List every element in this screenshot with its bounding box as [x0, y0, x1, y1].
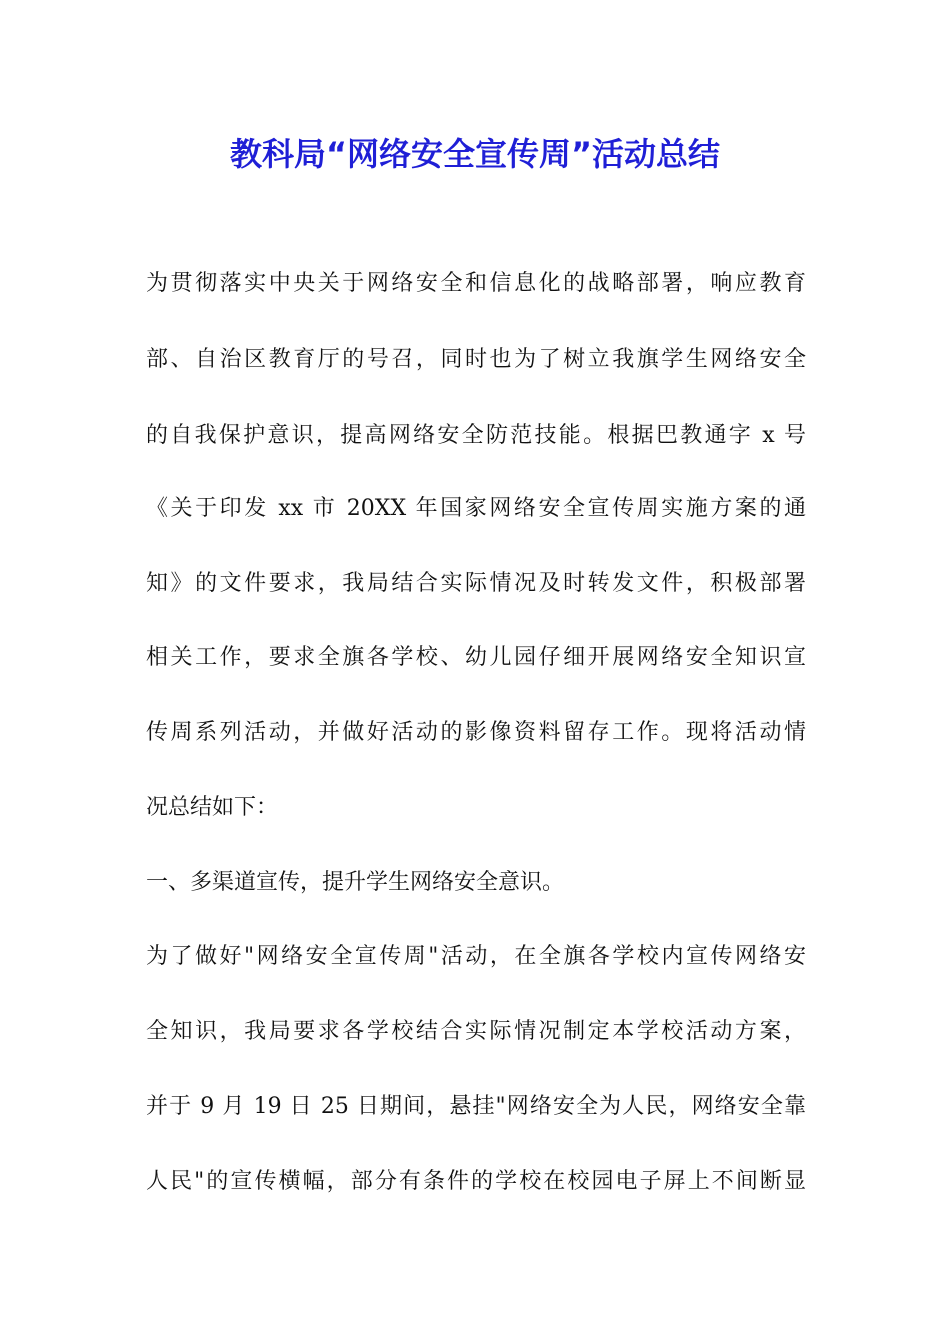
paragraph-line: 为了做好"网络安全宣传周"活动，在全旗各学校内宣传网络安	[146, 944, 806, 969]
paragraph-line: 相关工作，要求全旗各学校、幼儿园仔细开展网络安全知识宣	[146, 645, 806, 670]
paragraph-line: 并于 9 月 19 日 25 日期间，悬挂"网络安全为人民，网络安全靠	[146, 1094, 806, 1119]
paragraph-line: 的自我保护意识，提高网络安全防范技能。根据巴教通字 x 号	[146, 423, 806, 448]
paragraph-line: 部、自治区教育厅的号召，同时也为了树立我旗学生网络安全	[146, 347, 806, 372]
paragraph-line: 全知识，我局要求各学校结合实际情况制定本学校活动方案，	[146, 1019, 806, 1044]
paragraph-line: 传周系列活动，并做好活动的影像资料留存工作。现将活动情	[146, 720, 806, 745]
section-heading: 一、多渠道宣传，提升学生网络安全意识。	[146, 870, 565, 895]
paragraph-line: 人民"的宣传横幅，部分有条件的学校在校园电子屏上不间断显	[146, 1169, 806, 1194]
paragraph-line: 知》的文件要求，我局结合实际情况及时转发文件，积极部署	[146, 571, 806, 596]
paragraph-line: 为贯彻落实中央关于网络安全和信息化的战略部署，响应教育	[146, 271, 806, 296]
paragraph-line: 况总结如下：	[146, 795, 279, 820]
document-title: 教科局“网络安全宣传周”活动总结	[229, 135, 721, 173]
paragraph-line: 《关于印发 xx 市 20XX 年国家网络安全宣传周实施方案的通	[146, 496, 806, 521]
